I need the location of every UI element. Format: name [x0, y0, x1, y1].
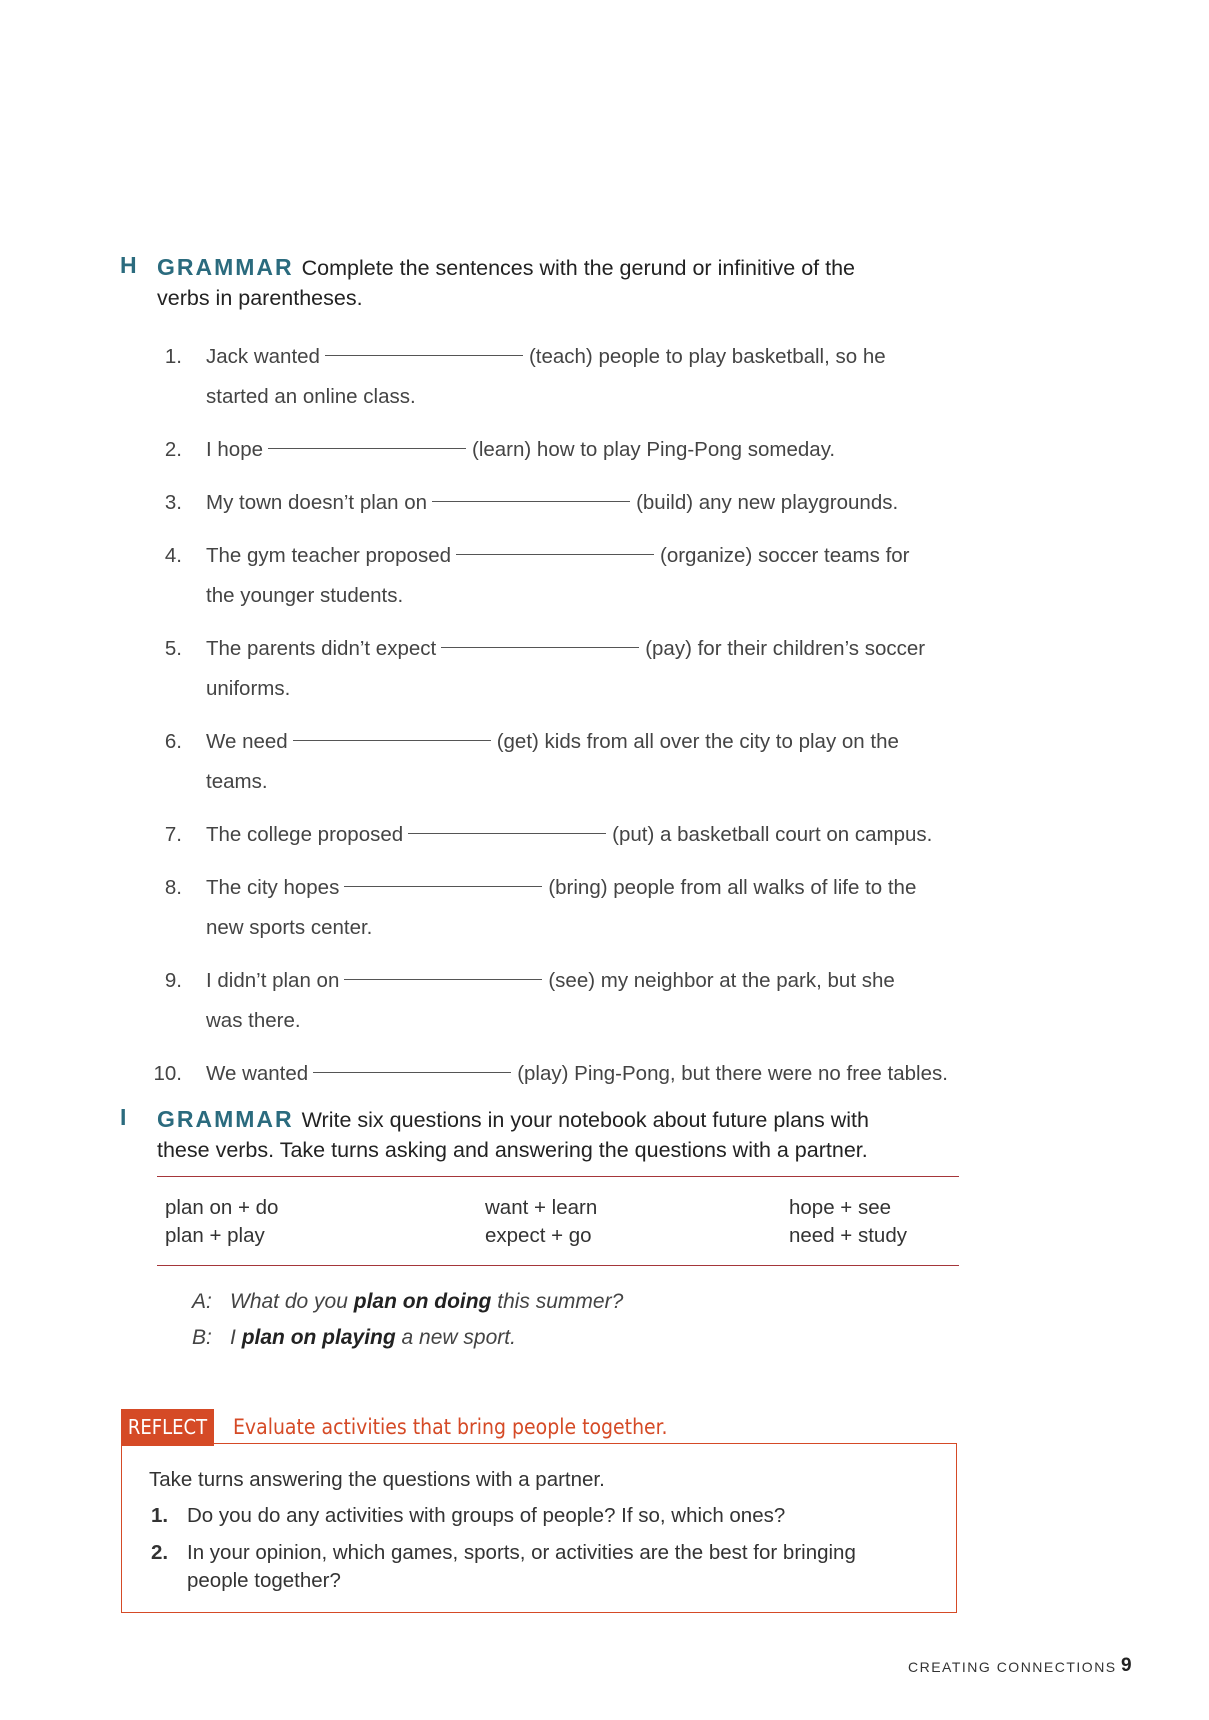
sentence-before: We need — [206, 730, 288, 753]
exercise-number: 10. — [153, 1062, 182, 1085]
answer-blank[interactable] — [313, 1072, 511, 1073]
sentence-continuation: new sports center. — [206, 916, 373, 939]
reflect-q1-number: 1. — [151, 1504, 169, 1527]
section-i-keyword: GRAMMAR — [157, 1106, 294, 1132]
sentence-after: (pay) for their children’s soccer — [645, 637, 926, 660]
section-i-letter: I — [120, 1104, 128, 1130]
dialog-line-a — [192, 1284, 623, 1320]
answer-blank[interactable] — [325, 355, 523, 356]
dialog-text: What do you — [230, 1290, 348, 1313]
example-dialog — [192, 1284, 623, 1356]
sentence-line — [206, 629, 966, 669]
sentence-before: The city hopes — [206, 876, 340, 899]
verb-item: expect + go — [485, 1224, 592, 1247]
sentence-before: I didn’t plan on — [206, 969, 340, 992]
section-h-keyword: GRAMMAR — [157, 254, 294, 280]
sentence-line — [206, 430, 966, 470]
section-h-heading — [157, 252, 957, 313]
dialog-text: this summer? — [497, 1290, 624, 1313]
verb-item: plan on + do — [165, 1196, 279, 1219]
answer-blank[interactable] — [441, 647, 639, 648]
reflect-q2-line2: people together? — [187, 1569, 341, 1592]
exercise-number: 2. — [164, 438, 182, 461]
sentence-continuation: started an online class. — [206, 385, 416, 408]
exercise-sentence — [206, 337, 966, 417]
speaker-a: A: — [192, 1290, 212, 1313]
dialog-bold: plan on playing — [241, 1326, 396, 1349]
exercise-sentence — [206, 1054, 966, 1094]
exercise-sentence — [206, 430, 966, 470]
sentence-continuation: was there. — [206, 1009, 301, 1032]
answer-blank[interactable] — [408, 833, 606, 834]
sentence-before: My town doesn’t plan on — [206, 491, 428, 514]
exercise-number: 5. — [164, 637, 182, 660]
section-h-instruction-2: verbs in parentheses. — [157, 286, 363, 310]
answer-blank[interactable] — [456, 554, 654, 555]
sentence-before: I hope — [206, 438, 263, 461]
reflect-tag: REFLECT — [121, 1409, 214, 1446]
answer-blank[interactable] — [344, 886, 542, 887]
sentence-line — [206, 722, 966, 762]
dialog-bold: plan on doing — [353, 1290, 492, 1313]
reflect-title: Evaluate activities that bring people together. — [233, 1415, 668, 1439]
exercise-sentence — [206, 629, 966, 709]
dialog-line-b — [192, 1320, 623, 1356]
sentence-after: (build) any new playgrounds. — [636, 491, 899, 514]
exercise-number: 7. — [164, 823, 182, 846]
section-i-heading — [157, 1104, 987, 1165]
sentence-before: We wanted — [206, 1062, 309, 1085]
sentence-after: (get) kids from all over the city to play on the — [496, 730, 899, 753]
sentence-before: The gym teacher proposed — [206, 544, 451, 567]
exercise-sentence — [206, 483, 966, 523]
dialog-text: I — [230, 1326, 236, 1349]
exercise-number: 8. — [164, 876, 182, 899]
verb-item: plan + play — [165, 1224, 265, 1247]
sentence-after: (learn) how to play Ping-Pong someday. — [472, 438, 836, 461]
sentence-before: The college proposed — [206, 823, 404, 846]
answer-blank[interactable] — [268, 448, 466, 449]
sentence-line — [206, 536, 966, 576]
verb-item: need + study — [789, 1224, 907, 1247]
sentence-line — [206, 337, 966, 377]
exercise-number: 3. — [164, 491, 182, 514]
sentence-continuation: uniforms. — [206, 677, 291, 700]
answer-blank[interactable] — [293, 740, 491, 741]
section-i-instruction-2: these verbs. Take turns asking and answering the questions with a partner. — [157, 1138, 868, 1162]
verb-box-bottom-rule — [157, 1265, 959, 1266]
sentence-continuation: the younger students. — [206, 584, 404, 607]
reflect-q2-number: 2. — [151, 1541, 169, 1564]
sentence-continuation: teams. — [206, 770, 268, 793]
sentence-before: Jack wanted — [206, 345, 320, 368]
reflect-intro: Take turns answering the questions with a partner. — [149, 1468, 605, 1491]
exercise-number: 4. — [164, 544, 182, 567]
sentence-line — [206, 483, 966, 523]
exercise-number: 9. — [164, 969, 182, 992]
section-h-instruction-1: Complete the sentences with the gerund or infinitive of the — [301, 256, 856, 280]
verb-column-2 — [485, 1194, 597, 1250]
sentence-after: (see) my neighbor at the park, but she — [548, 969, 895, 992]
sentence-line — [206, 815, 966, 855]
exercise-sentence — [206, 868, 966, 948]
section-h-letter: H — [120, 252, 138, 278]
sentence-line — [206, 1054, 966, 1094]
exercise-sentence — [206, 815, 966, 855]
exercise-sentence — [206, 536, 966, 616]
verb-column-1 — [165, 1194, 278, 1250]
verb-box-top-rule — [157, 1176, 959, 1177]
exercise-number: 1. — [164, 345, 182, 368]
sentence-before: The parents didn’t expect — [206, 637, 437, 660]
sentence-after: (play) Ping-Pong, but there were no free tables. — [517, 1062, 948, 1085]
reflect-q2-line1: In your opinion, which games, sports, or activities are the best for bringing — [187, 1541, 856, 1564]
speaker-b: B: — [192, 1326, 212, 1349]
answer-blank[interactable] — [344, 979, 542, 980]
reflect-q1: Do you do any activities with groups of people? If so, which ones? — [187, 1504, 786, 1527]
sentence-after: (put) a basketball court on campus. — [612, 823, 933, 846]
dialog-text: a new sport. — [401, 1326, 516, 1349]
verb-column-3 — [789, 1194, 907, 1250]
sentence-line — [206, 868, 966, 908]
exercise-sentence — [206, 961, 966, 1041]
exercise-sentence — [206, 722, 966, 802]
answer-blank[interactable] — [432, 501, 630, 502]
exercise-number: 6. — [164, 730, 182, 753]
sentence-after: (bring) people from all walks of life to the — [548, 876, 917, 899]
sentence-after: (teach) people to play basketball, so he — [528, 345, 886, 368]
sentence-line — [206, 961, 966, 1001]
section-i-instruction-1: Write six questions in your notebook about future plans with — [301, 1108, 869, 1132]
page-number: 9 — [1121, 1655, 1132, 1676]
sentence-after: (organize) soccer teams for — [660, 544, 910, 567]
verb-item: want + learn — [485, 1196, 598, 1219]
footer-running-title: CREATING CONNECTIONS — [908, 1659, 1117, 1675]
verb-item: hope + see — [789, 1196, 892, 1219]
